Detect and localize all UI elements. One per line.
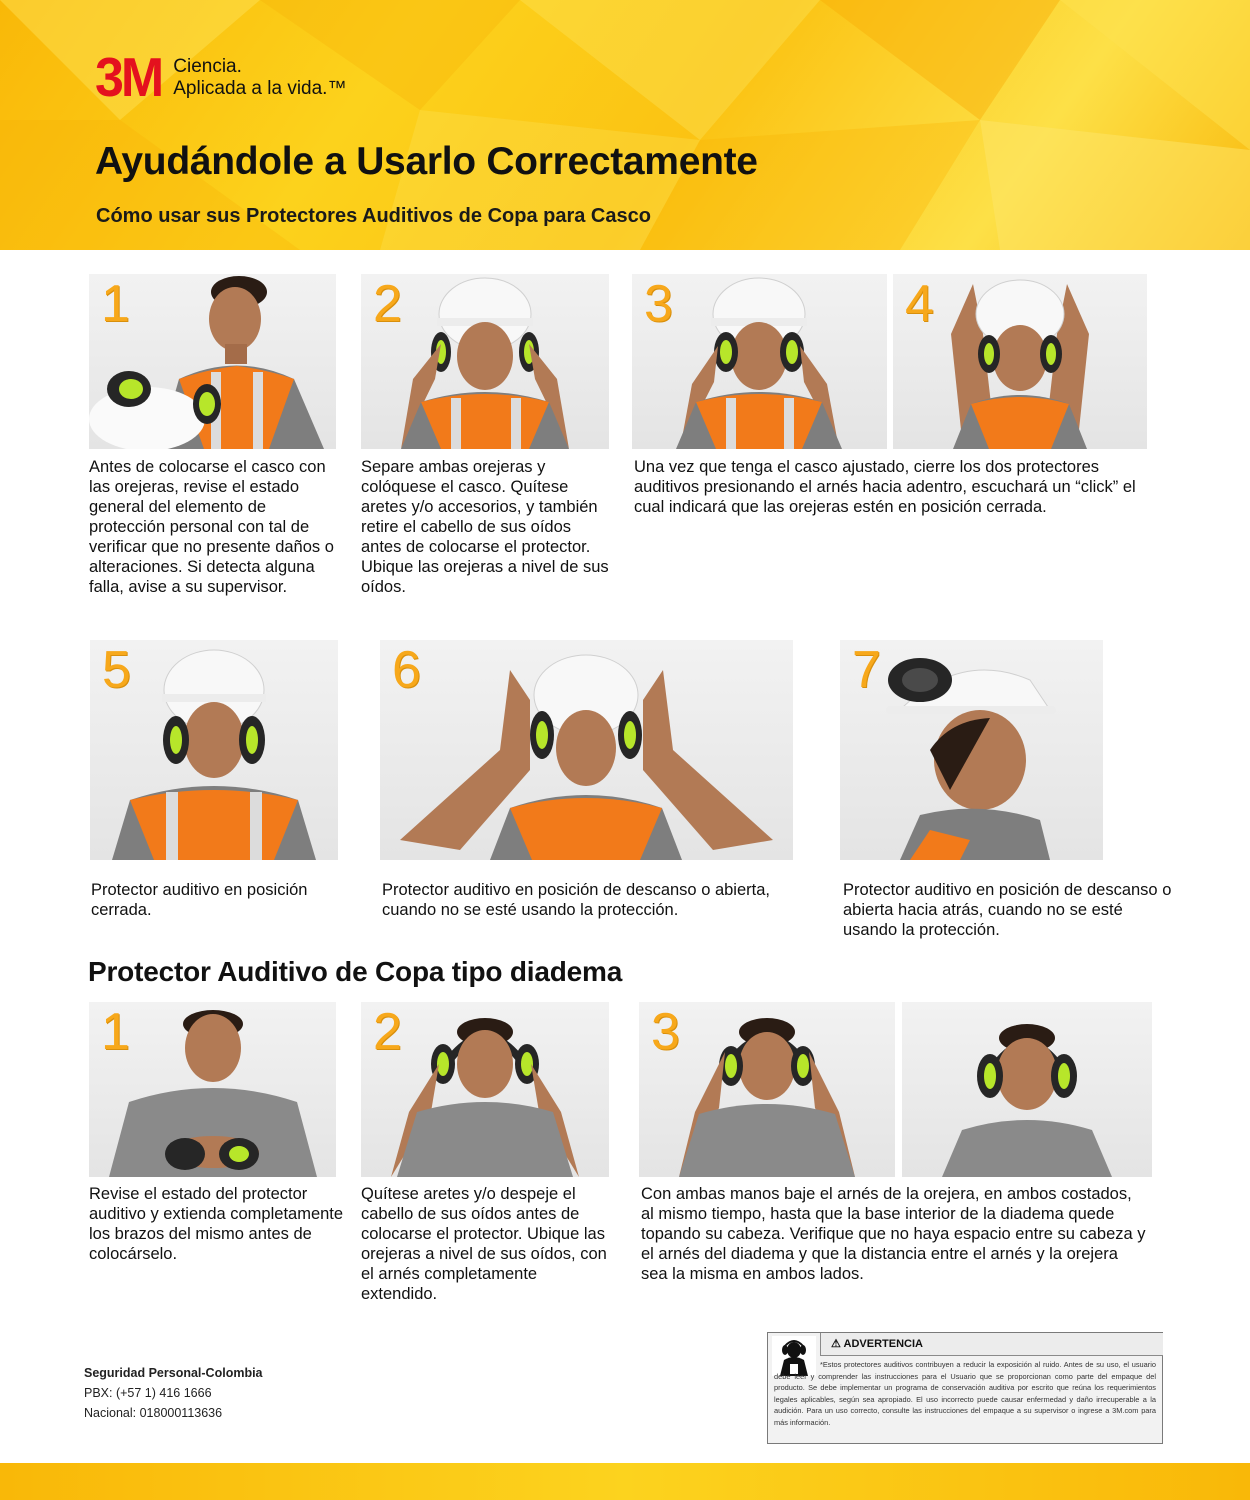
step-number: 2 — [373, 275, 402, 333]
step-photo-6 — [380, 640, 793, 860]
step-number: 4 — [905, 275, 934, 333]
step-number: 1 — [101, 1003, 130, 1061]
3m-logo-mark: 3M — [95, 47, 162, 109]
step-photo-2 — [361, 274, 609, 449]
warning-header — [820, 1333, 1163, 1356]
header-banner — [0, 0, 1250, 250]
step-description-5: Protector auditivo en posición cerrada. — [91, 881, 308, 919]
headband-photo-4 — [902, 1002, 1152, 1177]
contact-nacional: Nacional: 018000113636 — [84, 1406, 223, 1420]
step-description-7: Protector auditivo en posición de descanso o abierta hacia atrás, cuando no se esté usando la protección. — [843, 881, 1172, 939]
step-number: 1 — [101, 275, 130, 333]
brand-logo — [95, 47, 347, 109]
worker-earmuffs-rest-position-icon — [380, 640, 793, 860]
tagline-line-2: Aplicada a la vida.™ — [173, 78, 347, 99]
page-subtitle: Cómo usar sus Protectores Auditivos de Copa para Casco — [96, 205, 651, 227]
step-description-3-4: Una vez que tenga el casco ajustado, cierre los dos protectores auditivos presionando el arnés hacia adentro, escuchará un “click” el cual indicará que las orejeras estén en posición cerrada. — [634, 458, 1136, 516]
tagline-line-1: Ciencia. — [173, 56, 242, 77]
step-photo-5 — [90, 640, 338, 860]
warning-box — [767, 1332, 1163, 1444]
contact-org: Seguridad Personal-Colombia — [84, 1366, 263, 1380]
headband-description-2: Quítese aretes y/o despeje el cabello de sus oídos antes de colocarse el protector. Ubique las orejeras a nivel de sus oídos, con el arnés completamente extendido. — [361, 1185, 607, 1303]
bottom-bar — [0, 1463, 1250, 1500]
step-photo-3 — [632, 274, 887, 449]
step-number: 3 — [651, 1003, 680, 1061]
step-number: 2 — [373, 1003, 402, 1061]
page-title: Ayudándole a Usarlo Correctamente — [95, 140, 758, 183]
step-description-6: Protector auditivo en posición de descanso o abierta, cuando no se esté usando la protección. — [382, 881, 770, 919]
step-photo-7 — [840, 640, 1103, 860]
warning-title: ⚠ ADVERTENCIA — [831, 1338, 923, 1350]
warning-text: *Estos protectores auditivos contribuyen a reducir la exposición al ruido. Antes de su uso, el usuario debe leer y comprender las instrucciones para el Usuario que se proporcionan como parte del empaque del producto. Se debe implementar un programa de conservación auditiva por escrito que reúna los requerimientos legales aplicables, según sea apropiado. El uso incorrecto puede causar enfermedad y daño irrecuperable a la audición. Para un uso correcto, consulte las instrucciones del empaque a su supervisor o ingrese a 3M.com para más información. — [774, 1360, 1156, 1427]
step-number: 5 — [102, 641, 131, 699]
step-number: 7 — [852, 641, 881, 699]
step-photo-1 — [89, 274, 336, 449]
step-number: 6 — [392, 641, 421, 699]
headband-photo-1 — [89, 1002, 336, 1177]
step-description-2: Separe ambas orejeras y colóquese el casco. Quítese aretes y/o accesorios, y también retire el cabello de sus oídos antes de colocarse el protector. Ubique las orejeras a nivel de sus oídos. — [361, 458, 609, 596]
step-description-1: Antes de colocarse el casco con las orejeras, revise el estado general del elemento de protección personal con tal de verificar que no presente daños o alteraciones. Si detecta alguna falla, avise a su supervisor. — [89, 458, 334, 596]
headband-photo-2 — [361, 1002, 609, 1177]
worker-wearing-headband-earmuffs-icon — [902, 1002, 1152, 1177]
contact-info — [84, 1363, 263, 1423]
section-title-headband: Protector Auditivo de Copa tipo diadema — [88, 956, 623, 987]
step-number: 3 — [644, 275, 673, 333]
headband-photo-3 — [639, 1002, 895, 1177]
headband-description-1: Revise el estado del protector auditivo y extienda completamente los brazos del mismo antes de colocárselo. — [89, 1185, 344, 1263]
brand-tagline — [173, 56, 346, 100]
contact-pbx: PBX: (+57 1) 416 1666 — [84, 1386, 212, 1400]
headband-description-3: Con ambas manos baje el arnés de la orejera, en ambos costados, al mismo tiempo, hasta que la base interior de la diadema quede topando su cabeza. Verifique que no haya espacio entre su cabeza y el arnés del diadema y que la distancia entre el arnés y la orejera sea la misma en ambos lados. — [641, 1185, 1146, 1283]
step-photo-4 — [893, 274, 1147, 449]
